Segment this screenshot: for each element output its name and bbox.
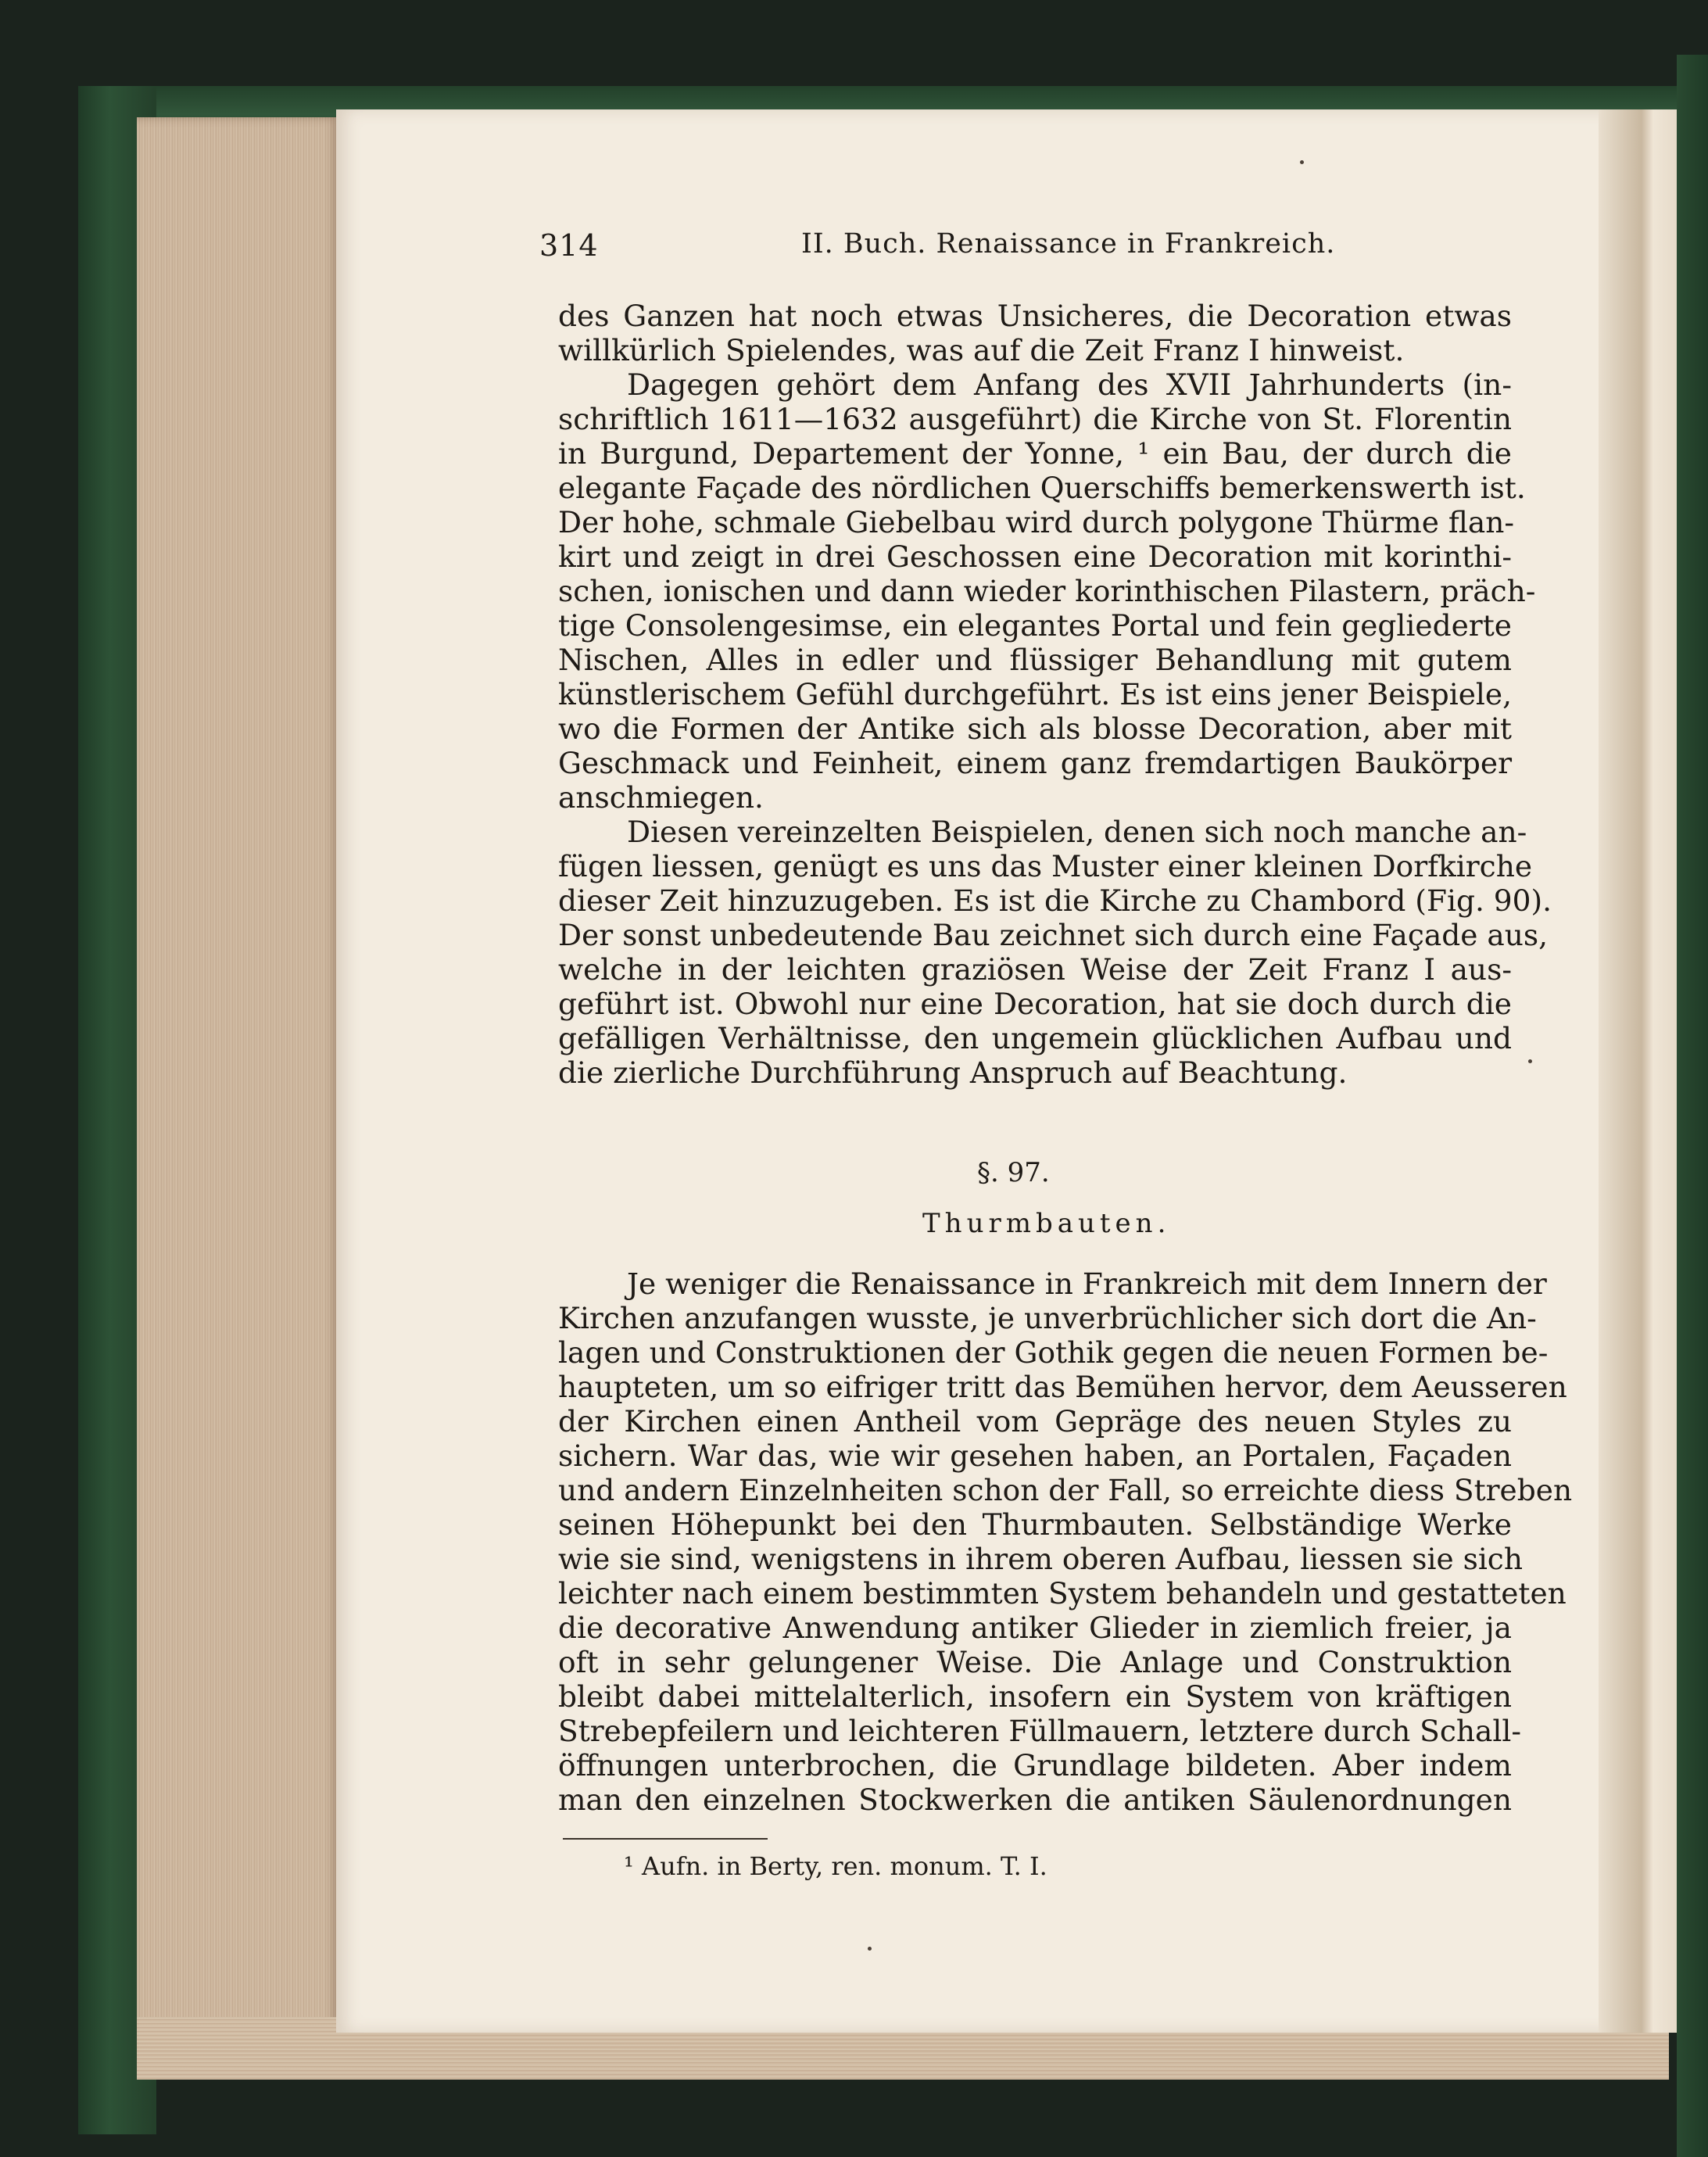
text-line: haupteten, um so eifriger tritt das Bemühen hervor, dem Aeusseren <box>558 1370 1567 1404</box>
text-line: dieser Zeit hinzuzugeben. Es ist die Kirche zu Chambord (Fig. 90). <box>558 883 1552 918</box>
text-line: wie sie sind, wenigstens in ihrem oberen Aufbau, liessen sie sich <box>558 1542 1523 1576</box>
text-line: öffnungen unterbrochen, die Grundlage bildeten. Aber indem <box>558 1748 1512 1783</box>
text-line: Dagegen gehört dem Anfang des XVII Jahrhunderts (in- <box>627 367 1512 402</box>
text-line: die zierliche Durchführung Anspruch auf Beachtung. <box>558 1055 1348 1090</box>
text-line: Der hohe, schmale Giebelbau wird durch polygone Thürme flan- <box>558 505 1515 539</box>
section-title: Thurmbauten. <box>922 1208 1171 1239</box>
text-line: Nischen, Alles in edler und flüssiger Behandlung mit gutem <box>558 643 1512 677</box>
page-edges-stack <box>137 117 340 2033</box>
page-number: 314 <box>539 228 599 263</box>
text-line: geführt ist. Obwohl nur eine Decoration, hat sie doch durch die <box>558 987 1512 1021</box>
text-line: schriftlich 1611—1632 ausgeführt) die Kirche von St. Florentin <box>558 402 1512 436</box>
page-header <box>539 228 1509 267</box>
text-line: lagen und Construktionen der Gothik gegen die neuen Formen be- <box>558 1335 1549 1370</box>
running-head: II. Buch. Renaissance in Frankreich. <box>801 228 1336 260</box>
text-line: Je weniger die Renaissance in Frankreich mit dem Innern der <box>627 1267 1547 1301</box>
paper-speck <box>1300 160 1304 164</box>
text-line: Kirchen anzufangen wusste, je unverbrüchlicher sich dort die An- <box>558 1301 1537 1335</box>
text-line: seinen Höhepunkt bei den Thurmbauten. Selbständige Werke <box>558 1507 1512 1542</box>
text-line: sichern. War das, wie wir gesehen haben, an Portalen, Façaden <box>558 1439 1512 1473</box>
body-text-bottom <box>558 1267 1573 1817</box>
text-line: elegante Façade des nördlichen Querschiffs bemerkenswerth ist. <box>558 471 1526 505</box>
paper-speck <box>868 1947 872 1951</box>
text-line: welche in der leichten graziösen Weise der Zeit Franz I aus- <box>558 952 1512 987</box>
text-line: man den einzelnen Stockwerken die antiken Säulenordnungen <box>558 1783 1512 1817</box>
text-line: Der sonst unbedeutende Bau zeichnet sich durch eine Façade aus, <box>558 918 1549 952</box>
book-gutter <box>1599 109 1677 2033</box>
text-line: schen, ionischen und dann wieder korinthischen Pilastern, präch- <box>558 574 1536 608</box>
text-line: in Burgund, Departement der Yonne, ¹ ein Bau, der durch die <box>558 436 1512 471</box>
text-line: künstlerischem Gefühl durchgeführt. Es ist eins jener Beispiele, <box>558 677 1512 711</box>
body-text-top <box>558 299 1552 1090</box>
text-line: des Ganzen hat noch etwas Unsicheres, die Decoration etwas <box>558 299 1512 333</box>
text-line: willkürlich Spielendes, was auf die Zeit Franz I hinweist. <box>558 333 1405 367</box>
text-line: gefälligen Verhältnisse, den ungemein glücklichen Aufbau und <box>558 1021 1512 1055</box>
text-line: anschmiegen. <box>558 780 764 815</box>
text-line: oft in sehr gelungener Weise. Die Anlage und Construktion <box>558 1645 1512 1679</box>
text-line: Diesen vereinzelten Beispielen, denen sich noch manche an- <box>627 815 1527 849</box>
text-line: Strebepfeilern und leichteren Füllmauern, letztere durch Schall- <box>558 1714 1522 1748</box>
paper-speck <box>1528 1059 1532 1063</box>
section-number: §. 97. <box>977 1157 1050 1188</box>
footnote: ¹ Aufn. in Berty, ren. monum. T. I. <box>624 1851 1047 1881</box>
text-line: bleibt dabei mittelalterlich, insofern ein System von kräftigen <box>558 1679 1512 1714</box>
text-line: tige Consolengesimse, ein elegantes Portal und fein gegliederte <box>558 608 1512 643</box>
text-line: fügen liessen, genügt es uns das Muster einer kleinen Dorfkirche <box>558 849 1533 883</box>
text-line: wo die Formen der Antike sich als blosse Decoration, aber mit <box>558 711 1512 746</box>
text-line: leichter nach einem bestimmten System behandeln und gestatteten <box>558 1576 1567 1611</box>
text-line: und andern Einzelnheiten schon der Fall, so erreichte diess Streben <box>558 1473 1573 1507</box>
book-cover-right <box>1677 55 1708 2157</box>
text-line: Geschmack und Feinheit, einem ganz fremdartigen Baukörper <box>558 746 1512 780</box>
text-line: der Kirchen einen Antheil vom Gepräge des neuen Styles zu <box>558 1404 1512 1439</box>
text-line: kirt und zeigt in drei Geschossen eine Decoration mit korinthi- <box>558 539 1512 574</box>
footnote-rule <box>563 1838 768 1840</box>
text-line: die decorative Anwendung antiker Glieder in ziemlich freier, ja <box>558 1611 1512 1645</box>
